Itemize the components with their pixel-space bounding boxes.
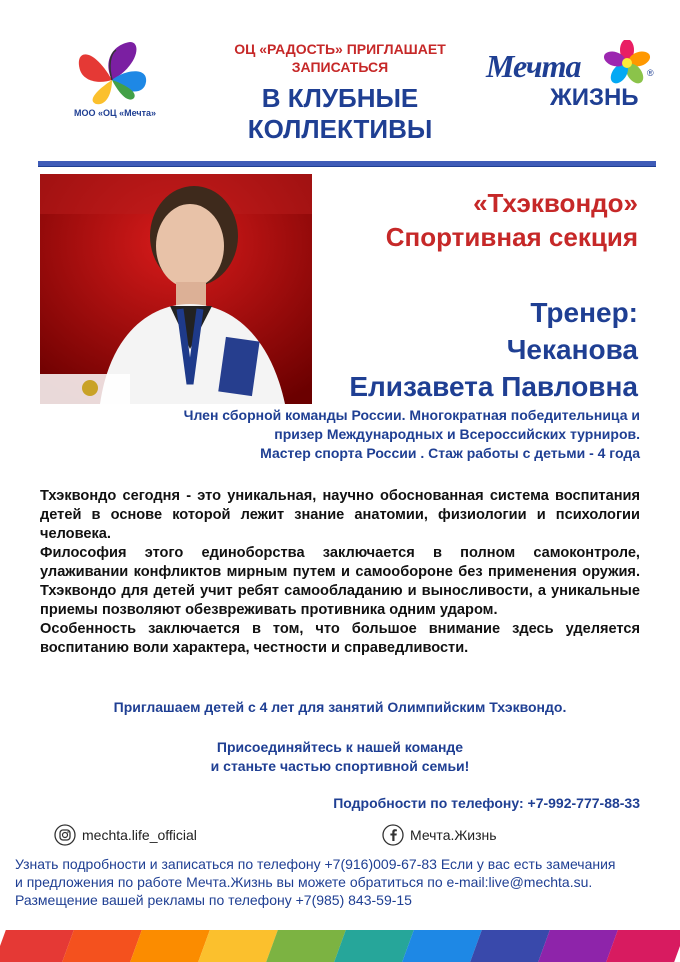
description xyxy=(40,487,640,658)
header-divider xyxy=(38,161,656,167)
instagram-link[interactable] xyxy=(54,823,197,847)
right-logo xyxy=(483,40,663,120)
coach-name: Елизавета Павловна xyxy=(349,371,638,402)
facebook-link[interactable] xyxy=(382,823,497,847)
clubs-heading xyxy=(195,83,485,145)
footer-line-2: и предложения по работе Мечта.Жизнь вы можете обратиться по e-mail:live@mechta.su. xyxy=(15,874,593,890)
instagram-icon xyxy=(54,824,76,846)
section-name: «Тхэквондо» xyxy=(473,188,638,218)
contact-phone: Подробности по телефону: +7-992-777-88-33 xyxy=(333,795,640,811)
invite-line-2: ЗАПИСАТЬСЯ xyxy=(291,59,389,75)
right-logo-registered: ® xyxy=(647,68,654,78)
stripe-segment xyxy=(470,930,550,962)
stripe-segment xyxy=(606,930,680,962)
stripe-segment xyxy=(62,930,142,962)
butterfly-icon xyxy=(72,40,152,106)
right-logo-word-2: ЖИЗНЬ xyxy=(550,84,639,111)
description-paragraph-1: Тхэквондо сегодня - это уникальная, научно обоснованная система воспитания детей в основе которой лежит знание анатомии, физиологии и психологии человека. xyxy=(40,488,640,542)
header-text xyxy=(195,40,485,145)
coach-surname: Чеканова xyxy=(506,334,638,365)
flower-icon xyxy=(601,40,653,86)
stripe-segment xyxy=(538,930,618,962)
coach-block xyxy=(300,294,638,405)
footer-line-3: Размещение вашей рекламы по телефону +7(985) 843-59-15 xyxy=(15,892,412,908)
join-text xyxy=(40,738,640,776)
achievement-line-3: Мастер спорта России . Стаж работы с детьми - 4 года xyxy=(260,445,640,461)
facebook-handle: Мечта.Жизнь xyxy=(410,827,497,843)
coach-photo xyxy=(40,174,312,404)
clubs-line-2: КОЛЛЕКТИВЫ xyxy=(247,114,433,144)
stripe-segment xyxy=(334,930,414,962)
left-logo-caption: МОО «ОЦ «Мечта» xyxy=(73,108,156,118)
description-paragraph-3: Особенность заключается в том, что большое внимание здесь уделяется воспитанию воли характера, честности и справедливости. xyxy=(40,621,640,656)
left-logo xyxy=(50,40,180,130)
invite-text: Приглашаем детей с 4 лет для занятий Олимпийским Тхэквондо. xyxy=(113,699,567,715)
achievement-line-2: призер Международных и Всероссийских турниров. xyxy=(274,426,640,442)
instagram-handle: mechta.life_official xyxy=(82,827,197,843)
invite-line-1: ОЦ «РАДОСТЬ» ПРИГЛАШАЕТ xyxy=(234,41,446,57)
achievement-line-1: Член сборной команды России. Многократная победительница и xyxy=(183,407,640,423)
section-title xyxy=(318,186,638,254)
clubs-line-1: В КЛУБНЫЕ xyxy=(261,83,419,113)
footer-info xyxy=(15,855,670,909)
footer-line-1: Узнать подробности и записаться по телефону +7(916)009-67-83 Если у вас есть замечания xyxy=(15,856,616,872)
section-type: Спортивная секция xyxy=(385,222,638,252)
stripe-segment xyxy=(402,930,482,962)
rainbow-stripe xyxy=(0,930,680,962)
facebook-icon xyxy=(382,824,404,846)
description-paragraph-2: Философия этого единоборства заключается в полном самоконтроле, улаживании конфликтов мирным путем и самообороне без применения оружия. Тхэквондо для детей учит ребят самообладанию и выносливости, а уникальные приемы позволяют обезвреживать противника одним ударом. xyxy=(40,545,640,618)
stripe-segment xyxy=(266,930,346,962)
coach-achievements xyxy=(40,406,640,463)
join-line-2: и станьте частью спортивной семьи! xyxy=(210,758,470,774)
coach-label: Тренер: xyxy=(530,297,638,328)
right-logo-word-1: Мечта xyxy=(486,48,581,84)
stripe-segment xyxy=(198,930,278,962)
stripe-segment xyxy=(130,930,210,962)
join-line-1: Присоединяйтесь к нашей команде xyxy=(216,739,464,755)
coach-portrait-image xyxy=(40,174,312,404)
